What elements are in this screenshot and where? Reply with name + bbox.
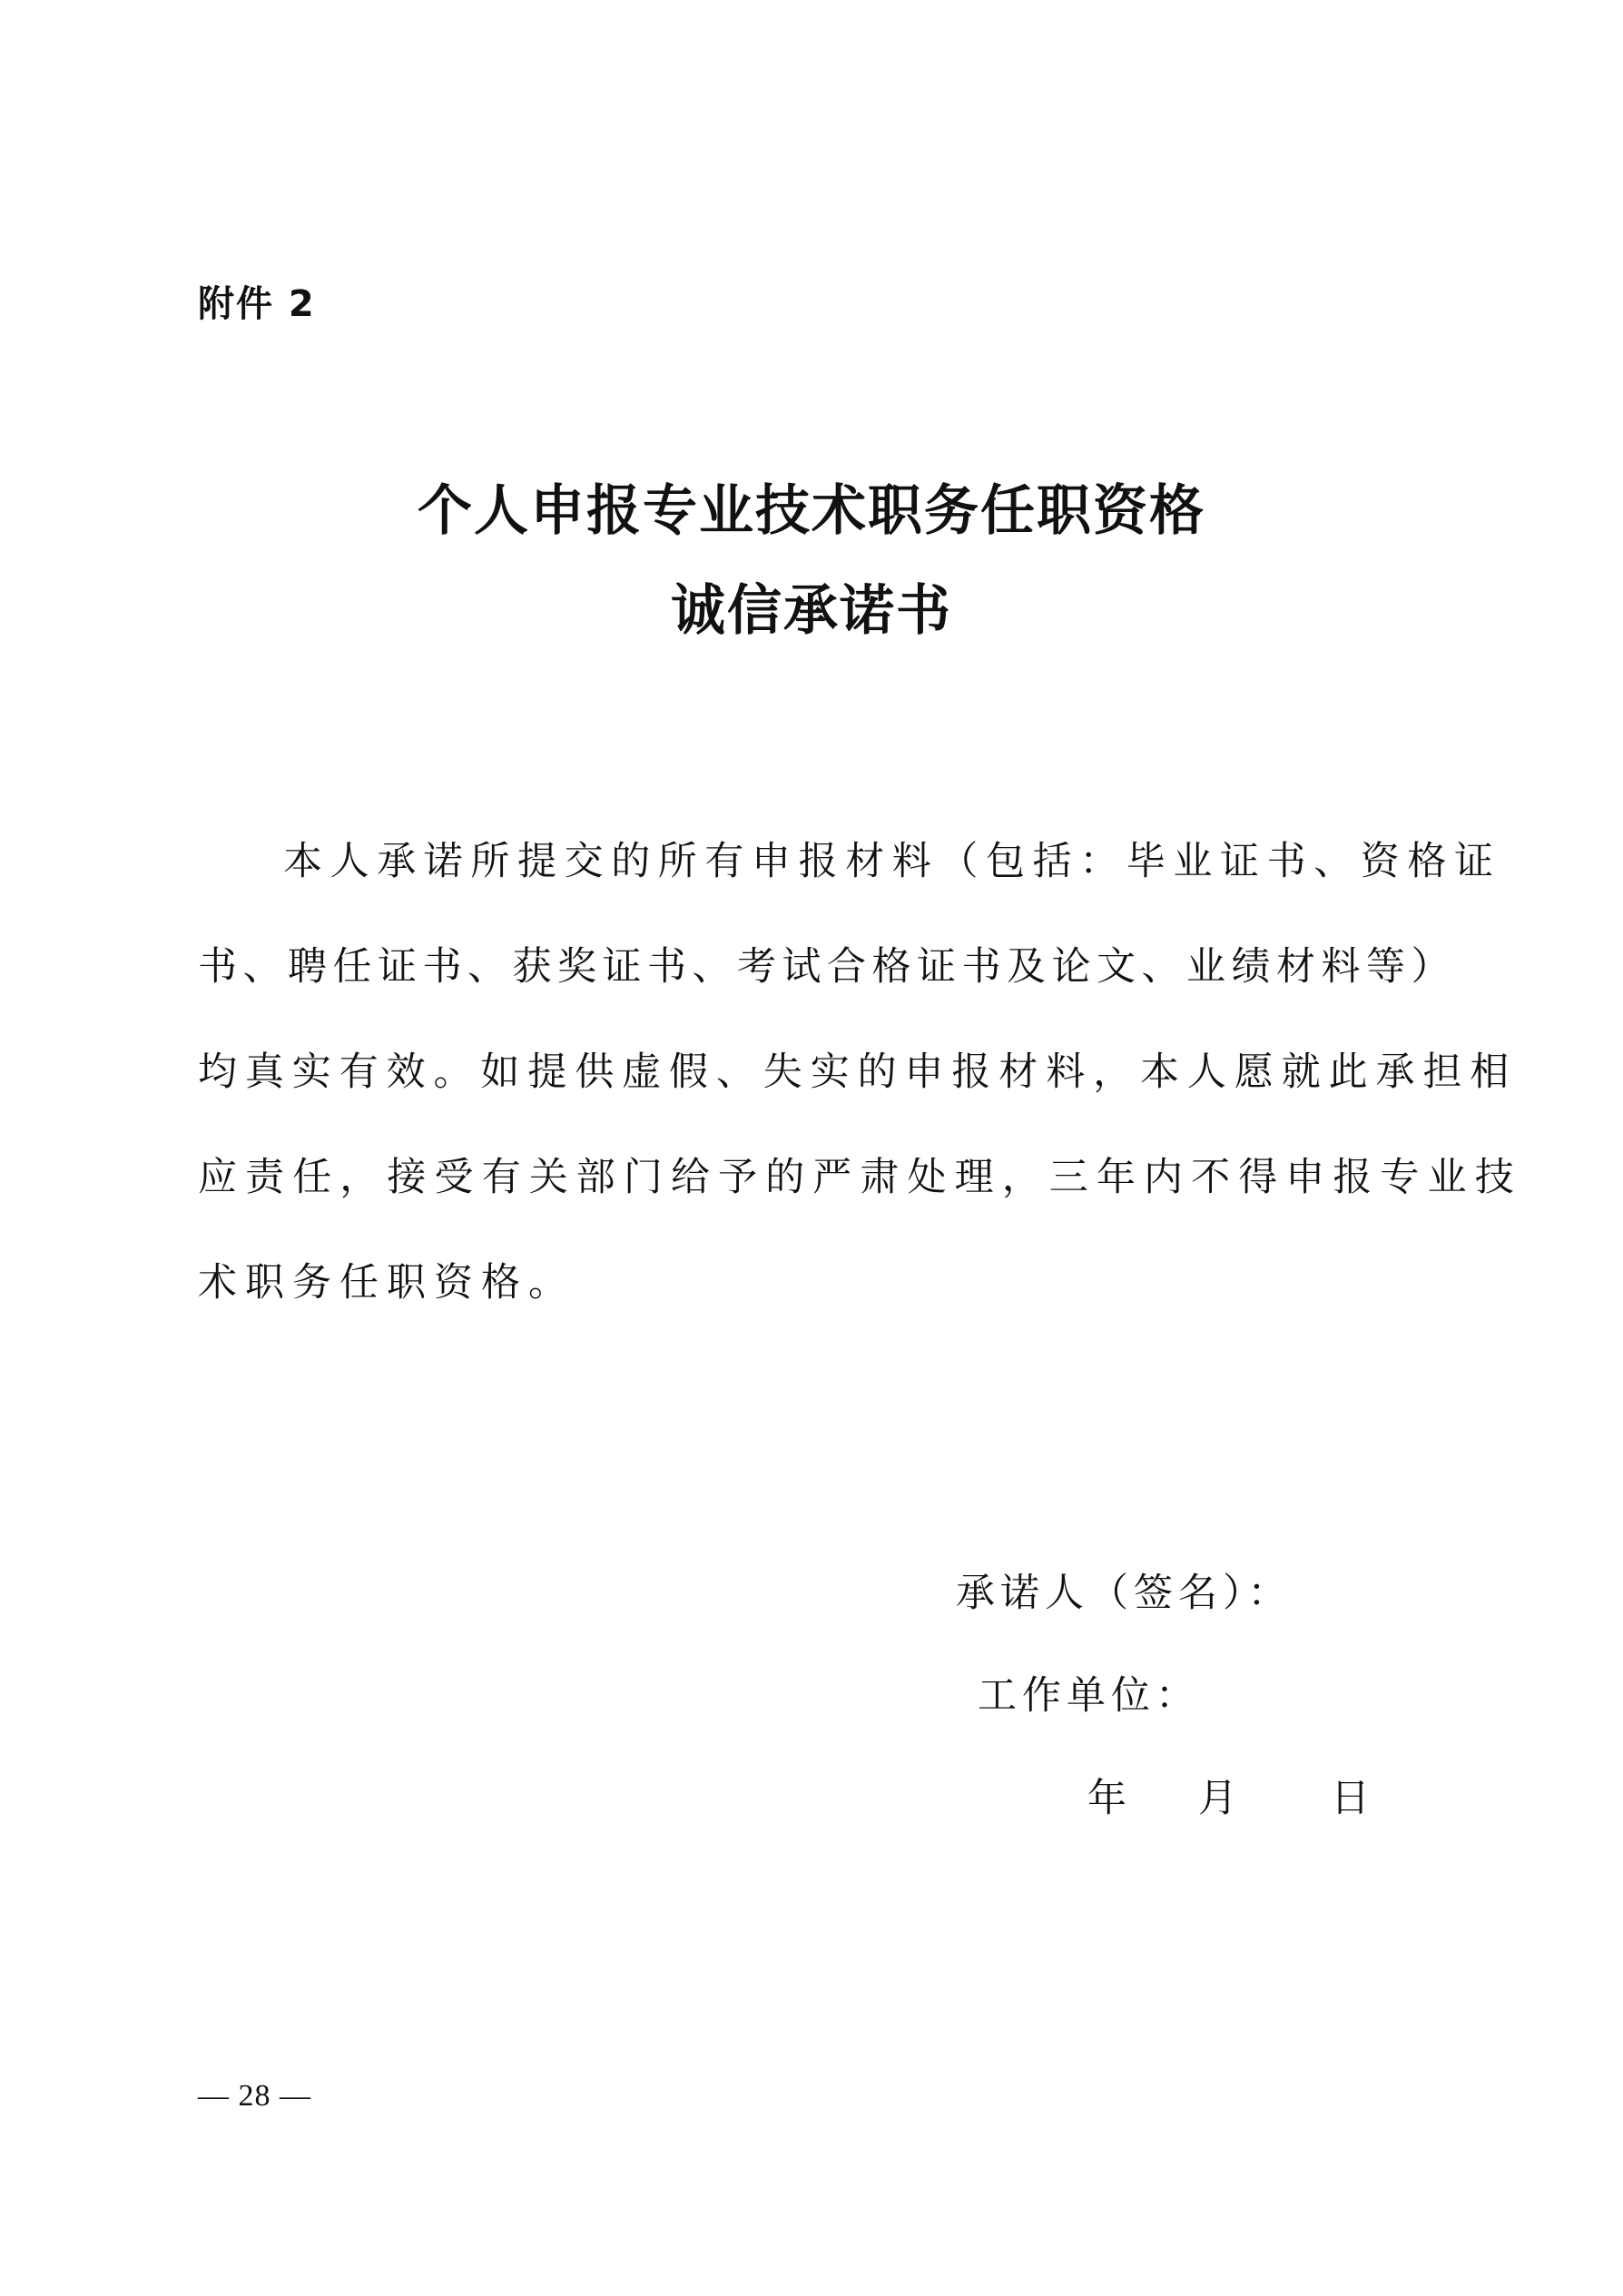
commitment-text-line-2: 书、聘任证书、获奖证书、考试合格证书及论文、业绩材料等） [198, 944, 1456, 990]
document-title-line-1: 个人申报专业技术职务任职资格 [418, 479, 1205, 543]
attachment-label: 附件 2 [198, 283, 316, 325]
commitment-text-line-4: 应责任，接受有关部门给予的严肃处理，三年内不得申报专业技 [198, 1155, 1522, 1200]
date-fields [0, 1776, 1623, 1825]
commitment-text-line-3: 均真实有效。如提供虚假、失实的申报材料，本人愿就此承担相 [198, 1049, 1518, 1095]
work-unit-label: 工作单位： [978, 1673, 1200, 1719]
day-label: 日 [1331, 1776, 1370, 1821]
month-label: 月 [1198, 1776, 1237, 1821]
page-number: — 28 — [198, 2079, 311, 2113]
commitment-text-line-1: 本人承诺所提交的所有申报材料（包括：毕业证书、资格证 [283, 839, 1501, 884]
commitment-text-line-5: 术职务任职资格。 [198, 1260, 575, 1306]
document-title-line-2: 诚信承诺书 [671, 579, 952, 643]
year-label: 年 [1087, 1776, 1126, 1821]
promiser-signature-label: 承诺人（签名）： [956, 1571, 1293, 1616]
